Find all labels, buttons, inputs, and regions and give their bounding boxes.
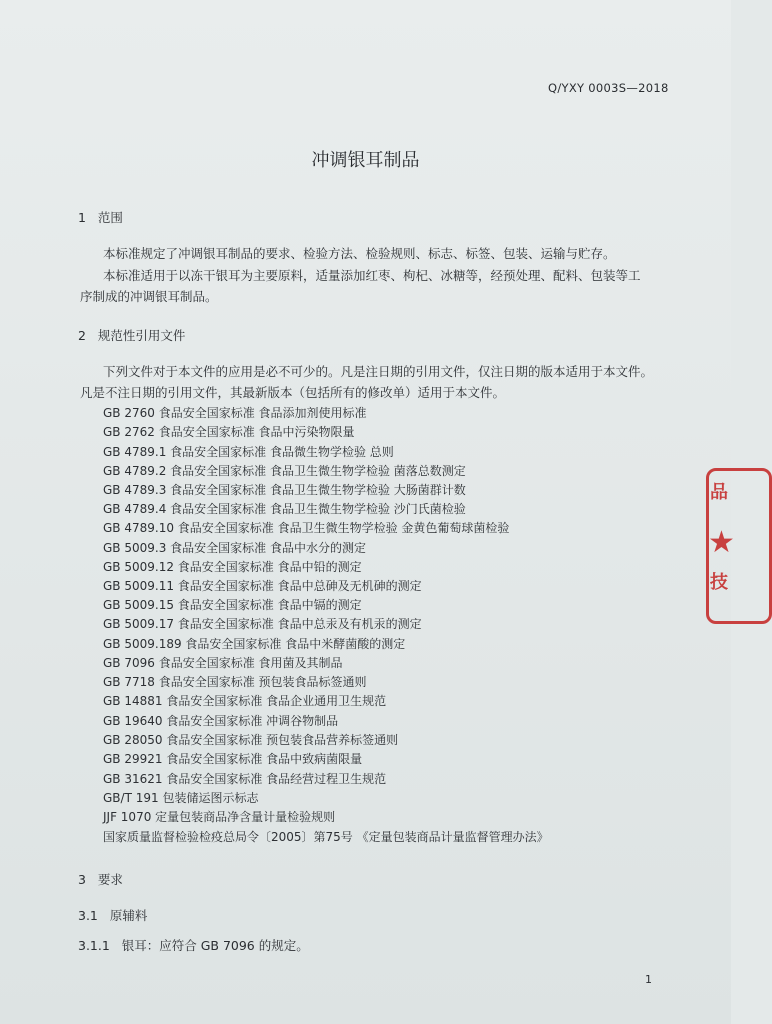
reference-item: GB 5009.3 食品安全国家标准 食品中水分的测定 [103, 541, 366, 555]
reference-item: GB 14881 食品安全国家标准 食品企业通用卫生规范 [103, 694, 387, 708]
reference-item: GB 31621 食品安全国家标准 食品经营过程卫生规范 [103, 772, 387, 786]
reference-item: GB 29921 食品安全国家标准 食品中致病菌限量 [103, 752, 363, 766]
reference-item: JJF 1070 定量包装商品净含量计量检验规则 [103, 810, 336, 824]
reference-item: GB 4789.3 食品安全国家标准 食品卫生微生物学检验 大肠菌群计数 [103, 483, 466, 497]
reference-item: GB 28050 食品安全国家标准 预包装食品营养标签通则 [103, 733, 399, 747]
section-2-heading: 2 规范性引用文件 [78, 328, 186, 343]
reference-item: GB 5009.189 食品安全国家标准 食品中米酵菌酸的测定 [103, 637, 406, 651]
reference-item: GB 5009.12 食品安全国家标准 食品中铅的测定 [103, 560, 362, 574]
reference-item: GB 5009.15 食品安全国家标准 食品中镉的测定 [103, 598, 362, 612]
document-title: 冲调银耳制品 [311, 150, 420, 171]
section-1-paragraph-2-line-1: 本标准适用于以冻干银耳为主要原料，适量添加红枣、枸杞、冰糖等，经预处理、配料、包装等工 [103, 268, 641, 283]
page-number: 1 [645, 973, 652, 986]
section-2-intro-line-2: 凡是不注日期的引用文件，其最新版本（包括所有的修改单）适用于本文件。 [80, 385, 506, 400]
reference-item: GB 19640 食品安全国家标准 冲调谷物制品 [103, 714, 339, 728]
reference-item: GB 2762 食品安全国家标准 食品中污染物限量 [103, 425, 355, 439]
section-3-heading: 3 要求 [78, 872, 123, 887]
reference-item: 国家质量监督检验检疫总局令〔2005〕第75号 《定量包装商品计量监督管理办法》 [103, 830, 549, 844]
reference-item: GB 4789.10 食品安全国家标准 食品卫生微生物学检验 金黄色葡萄球菌检验 [103, 521, 510, 535]
reference-item: GB 4789.1 食品安全国家标准 食品微生物学检验 总则 [103, 445, 394, 459]
reference-item: GB 4789.2 食品安全国家标准 食品卫生微生物学检验 菌落总数测定 [103, 464, 466, 478]
subsection-3-1-heading: 3.1 原辅料 [78, 908, 148, 923]
seal-char-bottom: 技 [710, 572, 728, 593]
seal-star-icon: ★ [708, 525, 735, 560]
reference-item: GB 5009.17 食品安全国家标准 食品中总汞及有机汞的测定 [103, 617, 422, 631]
section-1-paragraph-1: 本标准规定了冲调银耳制品的要求、检验方法、检验规则、标志、标签、包装、运输与贮存。 [103, 246, 616, 261]
reference-item: GB 7096 食品安全国家标准 食用菌及其制品 [103, 656, 343, 670]
section-1-paragraph-2-line-2: 序制成的冲调银耳制品。 [80, 289, 218, 304]
reference-item: GB 5009.11 食品安全国家标准 食品中总砷及无机砷的测定 [103, 579, 422, 593]
standard-code: Q/YXY 0003S—2018 [548, 81, 669, 95]
section-2-intro-line-1: 下列文件对于本文件的应用是必不可少的。凡是注日期的引用文件，仅注日期的版本适用于本文件。 [103, 364, 654, 379]
section-1-heading: 1 范围 [78, 210, 123, 225]
reference-item: GB 4789.4 食品安全国家标准 食品卫生微生物学检验 沙门氏菌检验 [103, 502, 466, 516]
reference-item: GB 7718 食品安全国家标准 预包装食品标签通则 [103, 675, 367, 689]
seal-char-top: 品 [710, 482, 728, 503]
reference-item: GB/T 191 包装储运图示标志 [103, 791, 259, 805]
reference-item: GB 2760 食品安全国家标准 食品添加剂使用标准 [103, 406, 367, 420]
clause-3-1-1: 3.1.1 银耳：应符合 GB 7096 的规定。 [78, 938, 309, 953]
